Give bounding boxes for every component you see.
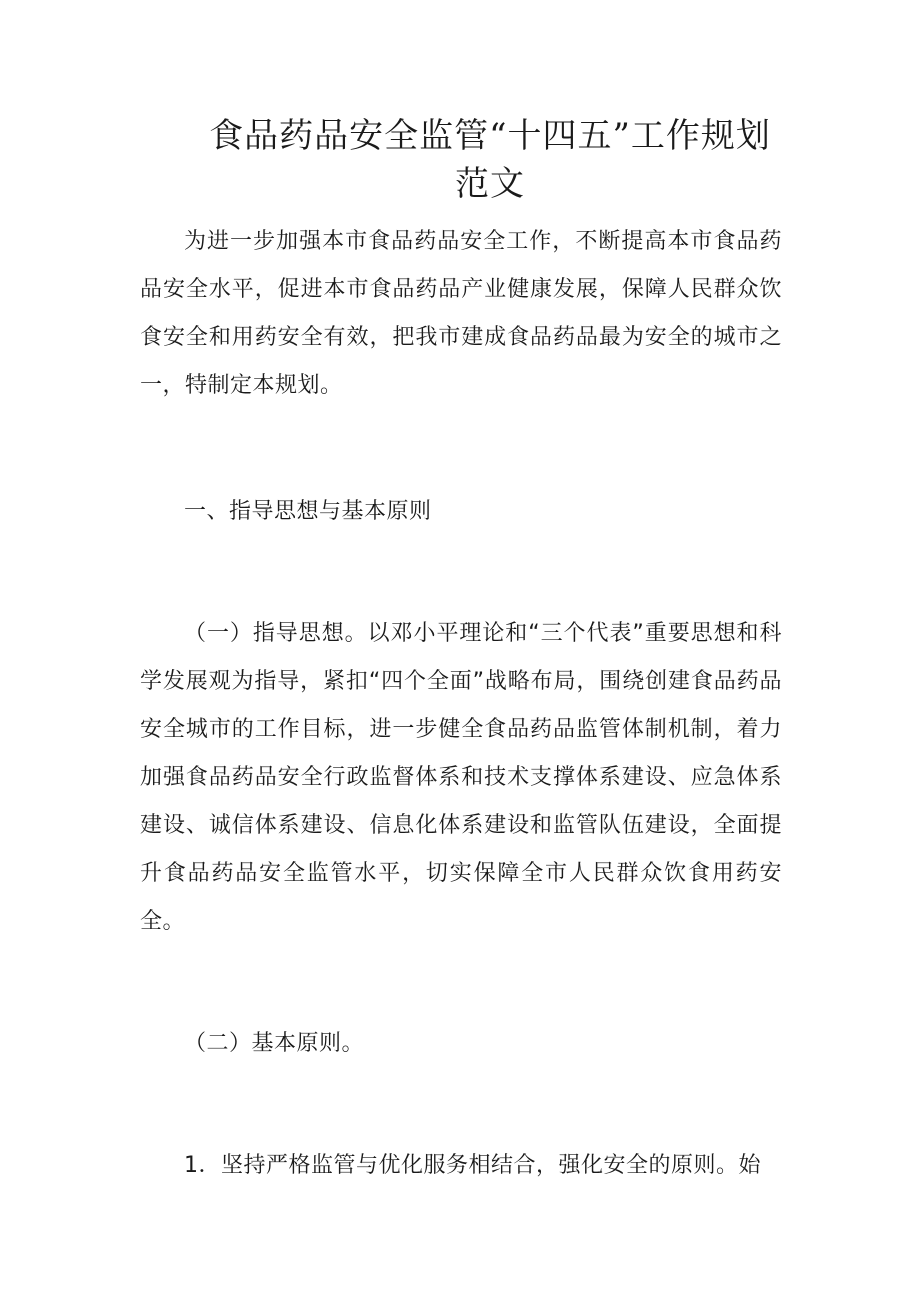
section-heading-guiding-principles: 一、指导思想与基本原则 bbox=[184, 499, 432, 524]
principle-item-1: 1．坚持严格监管与优化服务相结合，强化安全的原则。始 bbox=[184, 1153, 761, 1178]
guiding-thought-paragraph: （一）指导思想。以邓小平理论和“三个代表”重要思想和科学发展观为指导，紧扣“四个全面”战略布局，围绕创建食品药品安全城市的工作目标，进一步健全食品药品监管体制机制，着力加强食品药品安全行政监督体系和技术支撑体系建设、应急体系建设、诚信体系建设、信息化体系建设和监管队伍建设，全面提升食品药品安全监管水平，切实保障全市人民群众饮食用药安全。 bbox=[140, 621, 782, 934]
basic-principles-heading: （二）基本原则。 bbox=[184, 1031, 365, 1056]
intro-paragraph: 为进一步加强本市食品药品安全工作，不断提高本市食品药品安全水平，促进本市食品药品产业健康发展，保障人民群众饮食安全和用药安全有效，把我市建成食品药品最为安全的城市之一，特制定本规划。 bbox=[140, 229, 782, 398]
document-title-line-2: 范文 bbox=[455, 164, 525, 204]
document-title-line-1: 食品药品安全监管“十四五”工作规划 bbox=[209, 116, 771, 156]
